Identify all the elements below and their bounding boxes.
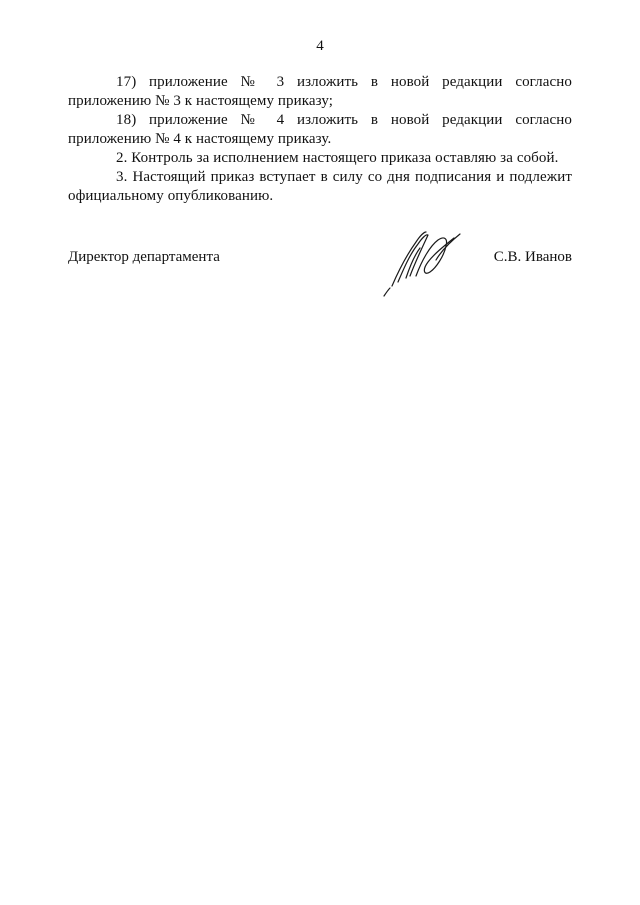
paragraph-item-18: 18) приложение № 4 изложить в новой редакции согласно приложению № 4 к настоящему приказу. [68,112,572,147]
paragraph-control-clause: 2. Контроль за исполнением настоящего приказа оставляю за собой. [116,150,559,166]
paragraph-item-17: 17) приложение № 3 изложить в новой редакции согласно приложению № 3 к настоящему приказу; [68,74,572,109]
signer-name: С.В. Иванов [493,249,572,265]
signature-icon [376,220,472,300]
document-body [68,73,572,206]
page-number: 4 [316,38,324,54]
paragraph-effective-clause: 3. Настоящий приказ вступает в силу со дня подписания и подлежит официальному опубликованию. [68,169,572,204]
signature-block [68,248,572,308]
signer-position: Директор департамента [68,249,220,265]
